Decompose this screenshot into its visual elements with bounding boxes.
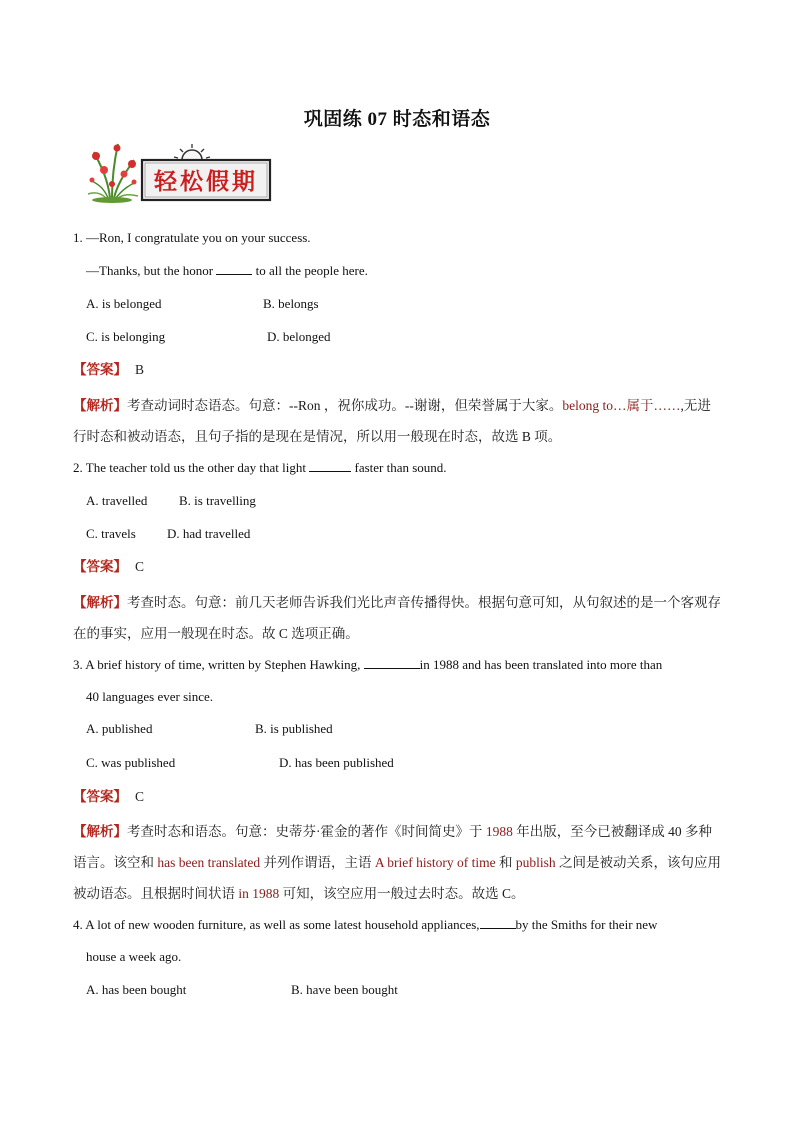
q1-option-a: A. is belonged	[86, 296, 162, 311]
q3-analysis: 【解析】考查时态和语态。句意：史蒂芬·霍金的著作《时间简史》于 1988 年出版，至今已被翻译成 40 多种语言。该空和 has been translated 并列作谓语，主语 A brief history of time 和 publish 之间是被动关系，该句应用被动语态。且根据时间状语 in 1988 可知，该空应用一般过去时态。故选 C。	[73, 824, 721, 901]
q3-stem-line1: 3. A brief history of time, written by Stephen Hawking, in 1988 and has been translated into more than	[73, 657, 663, 672]
q4-stem-line1: 4. A lot of new wooden furniture, as well as some latest household appliances, by the Smiths for their new	[73, 917, 658, 932]
q1-option-b: B. belongs	[263, 296, 319, 311]
q3-option-b: B. is published	[255, 721, 333, 736]
q4-blank	[480, 916, 516, 929]
q3-answer: 【答案】 C	[73, 789, 145, 804]
q2-blank	[309, 459, 351, 472]
q1-answer: 【答案】 B	[73, 362, 145, 377]
sun-icon	[174, 144, 210, 160]
q4-option-b: B. have been bought	[291, 982, 398, 997]
q3-option-a: A. published	[86, 721, 153, 736]
q1-analysis: 【解析】考查动词时态语态。句意：--Ron ，祝你成功。--谢谢，但荣誉属于大家。belong to…属于……,无进行时态和被动语态，且句子指的是现在是情况，所以用一般现在时态，故选 B 项。	[73, 398, 711, 444]
logo-text: 轻松假期	[154, 169, 258, 195]
q2-option-d: D. had travelled	[167, 526, 251, 541]
q3-option-d: D. has been published	[279, 755, 394, 770]
flower-plant-icon	[88, 144, 138, 203]
holiday-logo	[84, 140, 274, 204]
q2-option-a: A. travelled	[86, 493, 148, 508]
q2-stem: 2. The teacher told us the other day that light faster than sound.	[73, 460, 447, 475]
q1-stem-line1: 1. —Ron, I congratulate you on your success.	[73, 230, 311, 245]
q3-blank	[364, 656, 420, 669]
q2-option-c: C. travels	[86, 526, 136, 541]
q1-stem-line2: —Thanks, but the honor to all the people here.	[86, 263, 368, 278]
q1-blank	[216, 262, 252, 275]
page-title: 巩固练 07 时态和语态	[303, 109, 491, 130]
q1-option-d: D. belonged	[267, 329, 331, 344]
q2-option-b: B. is travelling	[179, 493, 256, 508]
q4-stem-line2: house a week ago.	[86, 949, 182, 964]
q1-option-c: C. is belonging	[86, 329, 166, 344]
q3-stem-line2: 40 languages ever since.	[86, 689, 214, 704]
q3-option-c: C. was published	[86, 755, 176, 770]
q2-answer: 【答案】 C	[73, 559, 145, 574]
q2-analysis: 【解析】考查时态。句意：前几天老师告诉我们光比声音传播得快。根据句意可知，从句叙述的是一个客观存在的事实，应用一般现在时态。故 C 选项正确。	[73, 595, 721, 641]
q4-option-a: A. has been bought	[86, 982, 187, 997]
